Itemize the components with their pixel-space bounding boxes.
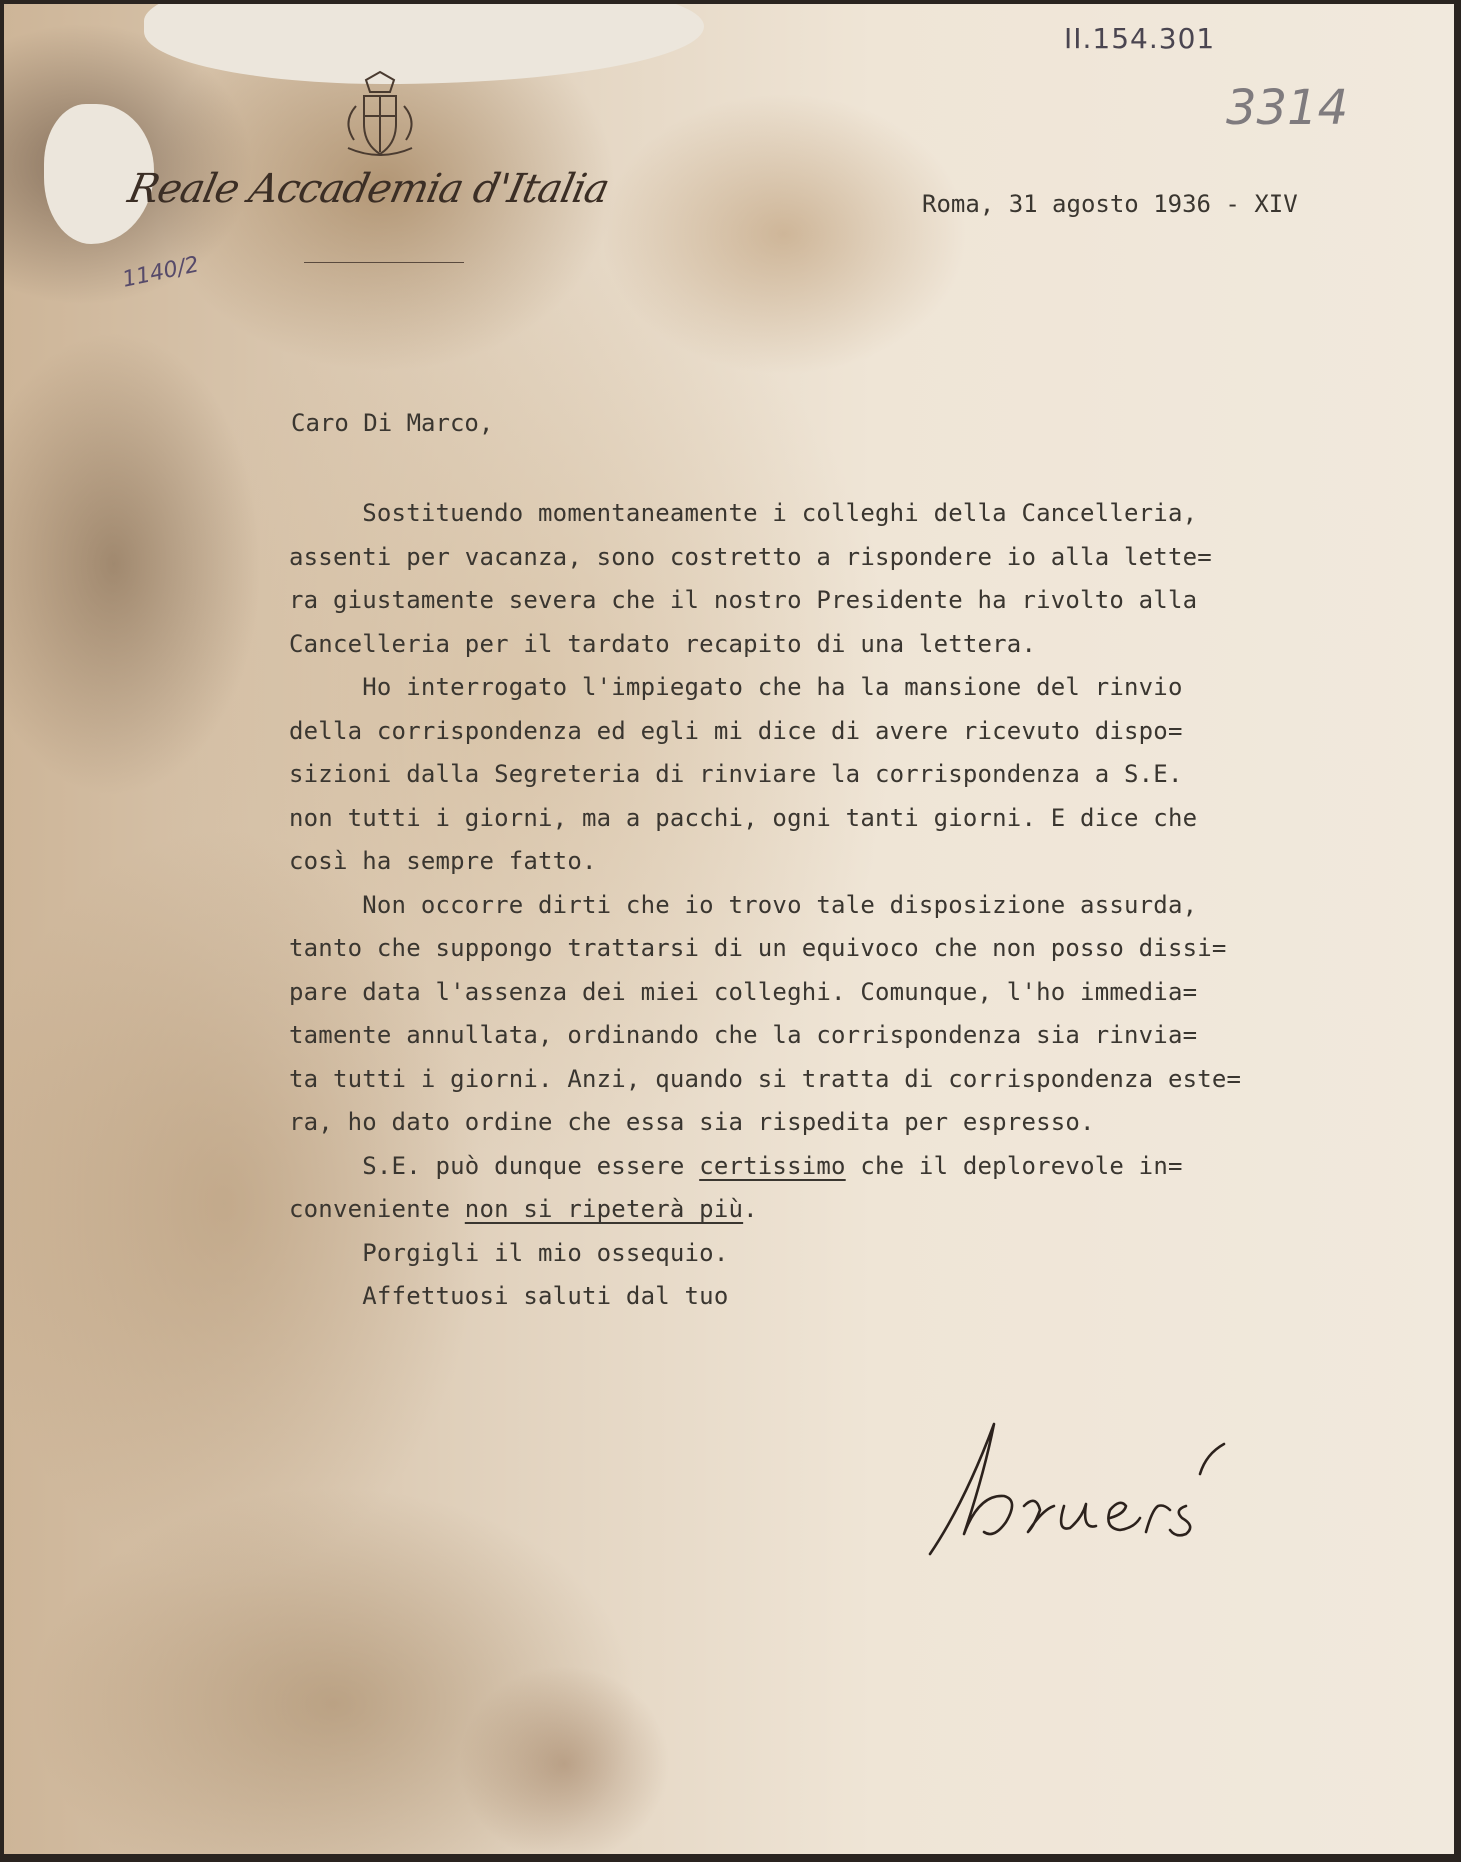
body-line: tamente annullata, ordinando che la corrispondenza sia rinvia= [289,1021,1198,1049]
body-line: della corrispondenza ed egli mi dice di avere ricevuto dispo= [289,716,1183,745]
body-line: pare data l'assenza dei miei colleghi. Comunque, l'ho immedia= [289,977,1198,1006]
letter-date: Roma, 31 agosto 1936 - XIV [922,190,1298,218]
body-line: Non occorre dirti che io trovo tale disposizione assurda, [289,890,1198,919]
letter-body [289,492,1399,1319]
handwritten-signature [924,1414,1244,1564]
body-line: Cancelleria per il tardato recapito di una lettera. [289,629,1037,658]
text-segment: conveniente [289,1195,465,1223]
body-line: così ha sempre fatto. [289,847,597,875]
letterhead-rule [304,262,464,263]
body-line: non tutti i giorni, ma a pacchi, ogni tanti giorni. E dice che [289,803,1198,832]
body-line: assenti per vacanza, sono costretto a rispondere io alla lette= [289,542,1212,571]
closing-line: Porgigli il mio ossequio. [289,1238,729,1267]
body-line: sizioni dalla Segreteria di rinviare la corrispondenza a S.E. [289,760,1183,788]
letterhead-title: Reale Accademia d'Italia [124,166,613,212]
text-segment: che il deplorevole in= [845,1151,1183,1180]
body-line: ra, ho dato ordine che essa sia rispedita per espresso. [289,1108,1095,1136]
closing-line: Affettuosi saluti dal tuo [289,1282,729,1310]
greeting: Caro Di Marco, [291,409,494,437]
body-line: ra giustamente severa che il nostro Presidente ha rivolto alla [289,586,1198,614]
body-line [289,1188,1399,1232]
underlined-text: certissimo [699,1151,846,1180]
underlined-text: non si ripeterà più [464,1195,744,1223]
pencil-note: 1140/2 [120,252,202,293]
archive-number: 3314 [1226,80,1349,136]
body-line: tanto che suppongo trattarsi di un equivoco che non posso dissi= [289,934,1227,962]
text-segment: . [743,1195,758,1223]
archive-code: II.154.301 [1064,22,1216,55]
text-segment: S.E. può dunque essere [289,1151,700,1180]
letter-sheet [4,4,1454,1854]
body-line: Sostituendo momentaneamente i colleghi della Cancelleria, [289,499,1198,527]
body-line: ta tutti i giorni. Anzi, quando si tratta di corrispondenza este= [289,1064,1242,1093]
body-line: Ho interrogato l'impiegato che ha la mansione del rinvio [289,673,1183,701]
body-line [289,1145,1399,1189]
crest-icon [334,66,426,162]
